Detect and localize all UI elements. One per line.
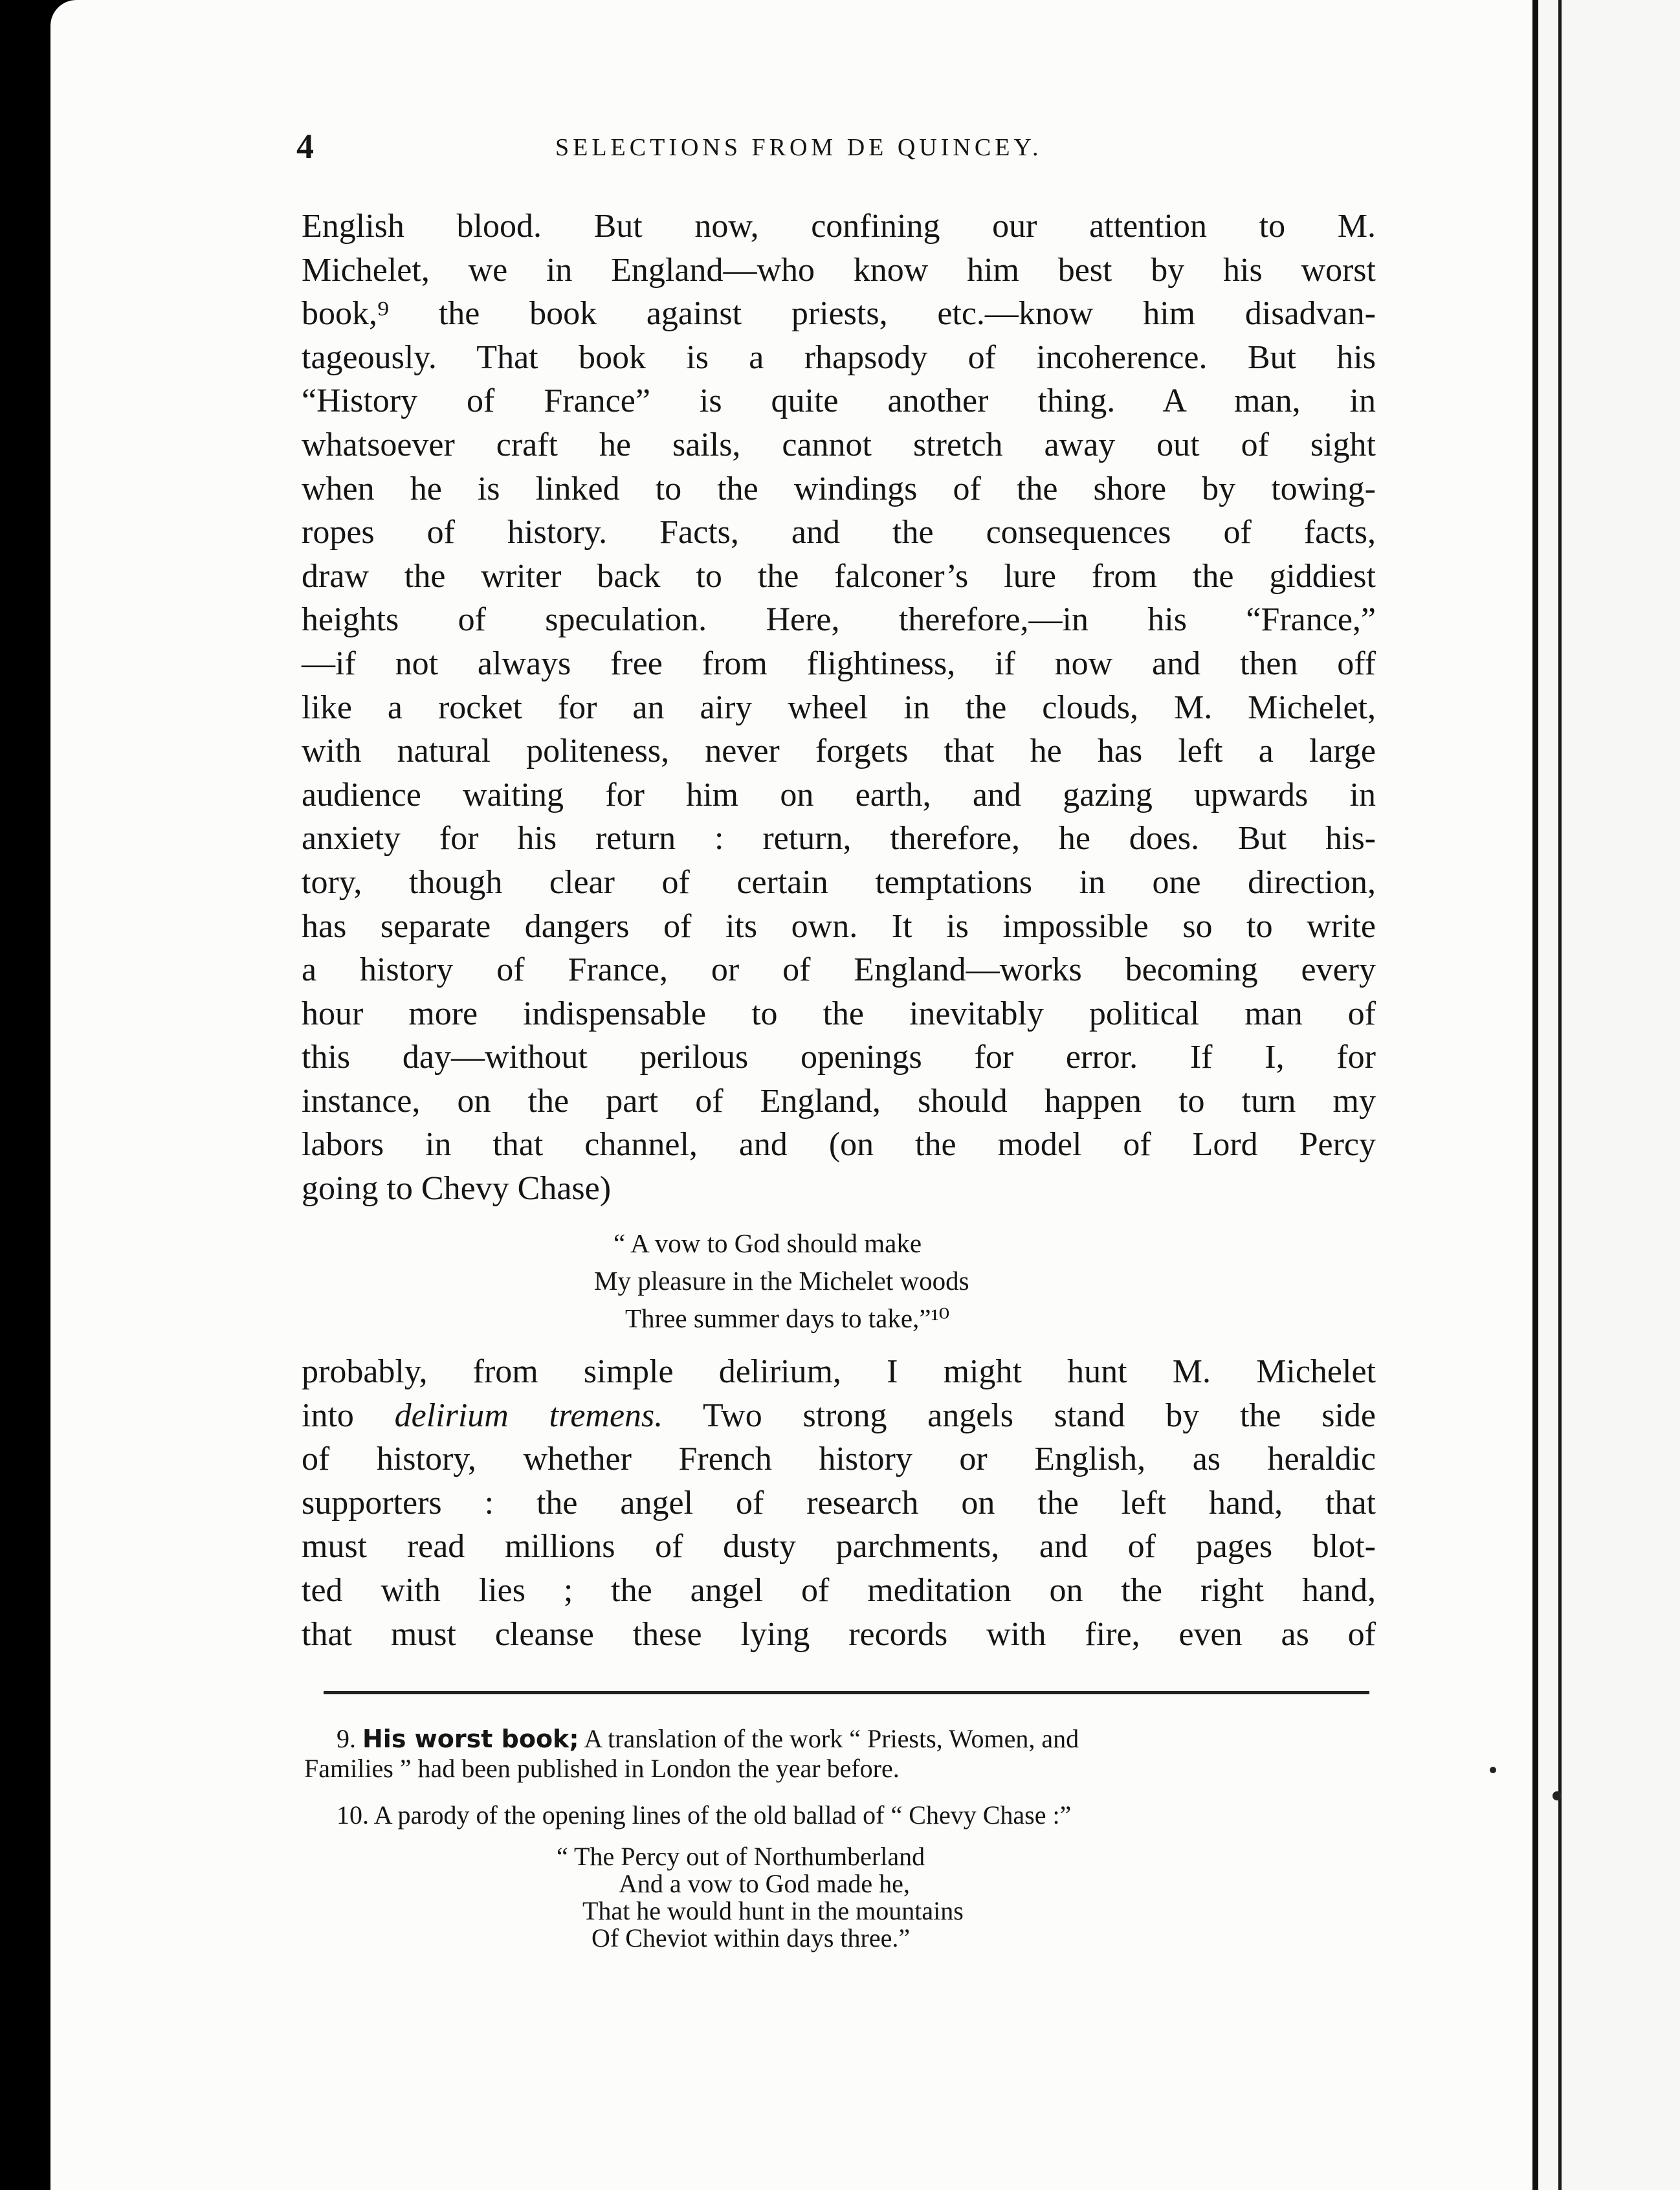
footnote-verse-line: And a vow to God made he,	[619, 1869, 910, 1898]
body-text-fragment: Two strong angels stand by the side	[663, 1397, 1376, 1434]
body-line: must read millions of dusty parchments, and of pages blot-	[302, 1528, 1376, 1565]
italic-phrase: delirium tremens.	[394, 1397, 663, 1434]
body-line: like a rocket for an airy wheel in the clouds, M. Michelet,	[302, 689, 1376, 726]
body-line: this day—without perilous openings for error. If I, for	[302, 1039, 1376, 1076]
footnote-verse-line: “ The Percy out of Northumberland	[557, 1842, 925, 1871]
page-gutter	[1532, 0, 1538, 2190]
body-line: going to Chevy Chase)	[302, 1170, 612, 1208]
body-line: English blood. But now, confining our attention to M.	[302, 208, 1376, 245]
body-line-with-italic	[302, 1394, 1376, 1438]
page-header	[296, 127, 1397, 166]
footnote-10	[304, 1800, 1391, 1830]
footnote-number: 10.	[337, 1800, 369, 1830]
body-line: of history, whether French history or English, as heraldic	[302, 1441, 1376, 1478]
footnote-text: A translation of the work “ Priests, Women, and	[579, 1724, 1079, 1753]
body-line: has separate dangers of its own. It is impossible so to write	[302, 907, 1376, 945]
body-line: ropes of history. Facts, and the consequences of facts,	[302, 514, 1376, 551]
running-title: SELECTIONS FROM DE QUINCEY.	[555, 134, 1043, 161]
body-line: —if not always free from flightiness, if now and then off	[302, 645, 1376, 682]
footnote-term: His worst book;	[362, 1725, 579, 1753]
body-line: hour more indispensable to the inevitably political man of	[302, 995, 1376, 1032]
footnote-verse-line: That he would hunt in the mountains	[582, 1896, 964, 1925]
adjacent-page-border	[1558, 0, 1562, 2190]
body-line: when he is linked to the windings of the shore by towing-	[302, 470, 1376, 507]
body-line: supporters : the angel of research on the left hand, that	[302, 1484, 1376, 1521]
verse-line: “ A vow to God should make	[613, 1228, 922, 1258]
footnote-divider	[324, 1691, 1369, 1694]
footnote-9	[304, 1724, 1391, 1784]
footnote-verse-line: Of Cheviot within days three.”	[591, 1923, 911, 1952]
body-line: anxiety for his return : return, therefore, he does. But his-	[302, 820, 1376, 857]
footnote-line	[304, 1800, 1391, 1830]
body-line: instance, on the part of England, should happen to turn my	[302, 1082, 1376, 1120]
body-text-bottom	[302, 1350, 1376, 1656]
footnote-verse	[557, 1843, 1204, 1952]
verse-quotation	[594, 1224, 1177, 1337]
body-line: that must cleanse these lying records with fire, even as of	[302, 1615, 1376, 1653]
body-line: tory, though clear of certain temptations in one direction,	[302, 863, 1376, 901]
body-line: ted with lies ; the angel of meditation on the right hand,	[302, 1571, 1376, 1609]
footnote-text: A parody of the opening lines of the old ballad of “ Chevy Chase :”	[369, 1800, 1072, 1830]
body-text-fragment: into	[302, 1397, 395, 1434]
scan-speck	[1553, 1791, 1562, 1800]
footnote-line: Families ” had been published in London the year before.	[304, 1754, 900, 1783]
body-line: heights of speculation. Here, therefore,—in his “France,”	[302, 601, 1376, 639]
footnote-line	[304, 1724, 1391, 1754]
body-line: a history of France, or of England—works becoming every	[302, 951, 1376, 989]
page-number: 4	[296, 127, 314, 166]
body-text-top	[302, 205, 1376, 1211]
body-line: audience waiting for him on earth, and gazing upwards in	[302, 776, 1376, 813]
scan-speck	[1490, 1767, 1496, 1773]
body-line: tageously. That book is a rhapsody of incoherence. But his	[302, 338, 1376, 376]
body-line: “History of France” is quite another thing. A man, in	[302, 382, 1376, 420]
body-line: probably, from simple delirium, I might hunt M. Michelet	[302, 1353, 1376, 1390]
body-line: book,⁹ the book against priests, etc.—know him disadvan-	[302, 295, 1376, 333]
body-line: with natural politeness, never forgets that he has left a large	[302, 733, 1376, 770]
verse-line: My pleasure in the Michelet woods	[594, 1266, 969, 1296]
body-line: Michelet, we in England—who know him best by his worst	[302, 251, 1376, 289]
body-line: whatsoever craft he sails, cannot stretch away out of sight	[302, 426, 1376, 463]
footnote-number: 9.	[337, 1724, 356, 1753]
body-line: labors in that channel, and (on the model of Lord Percy	[302, 1126, 1376, 1164]
verse-line: Three summer days to take,”¹⁰	[625, 1303, 950, 1333]
body-line: draw the writer back to the falconer’s lure from the giddiest	[302, 557, 1376, 595]
